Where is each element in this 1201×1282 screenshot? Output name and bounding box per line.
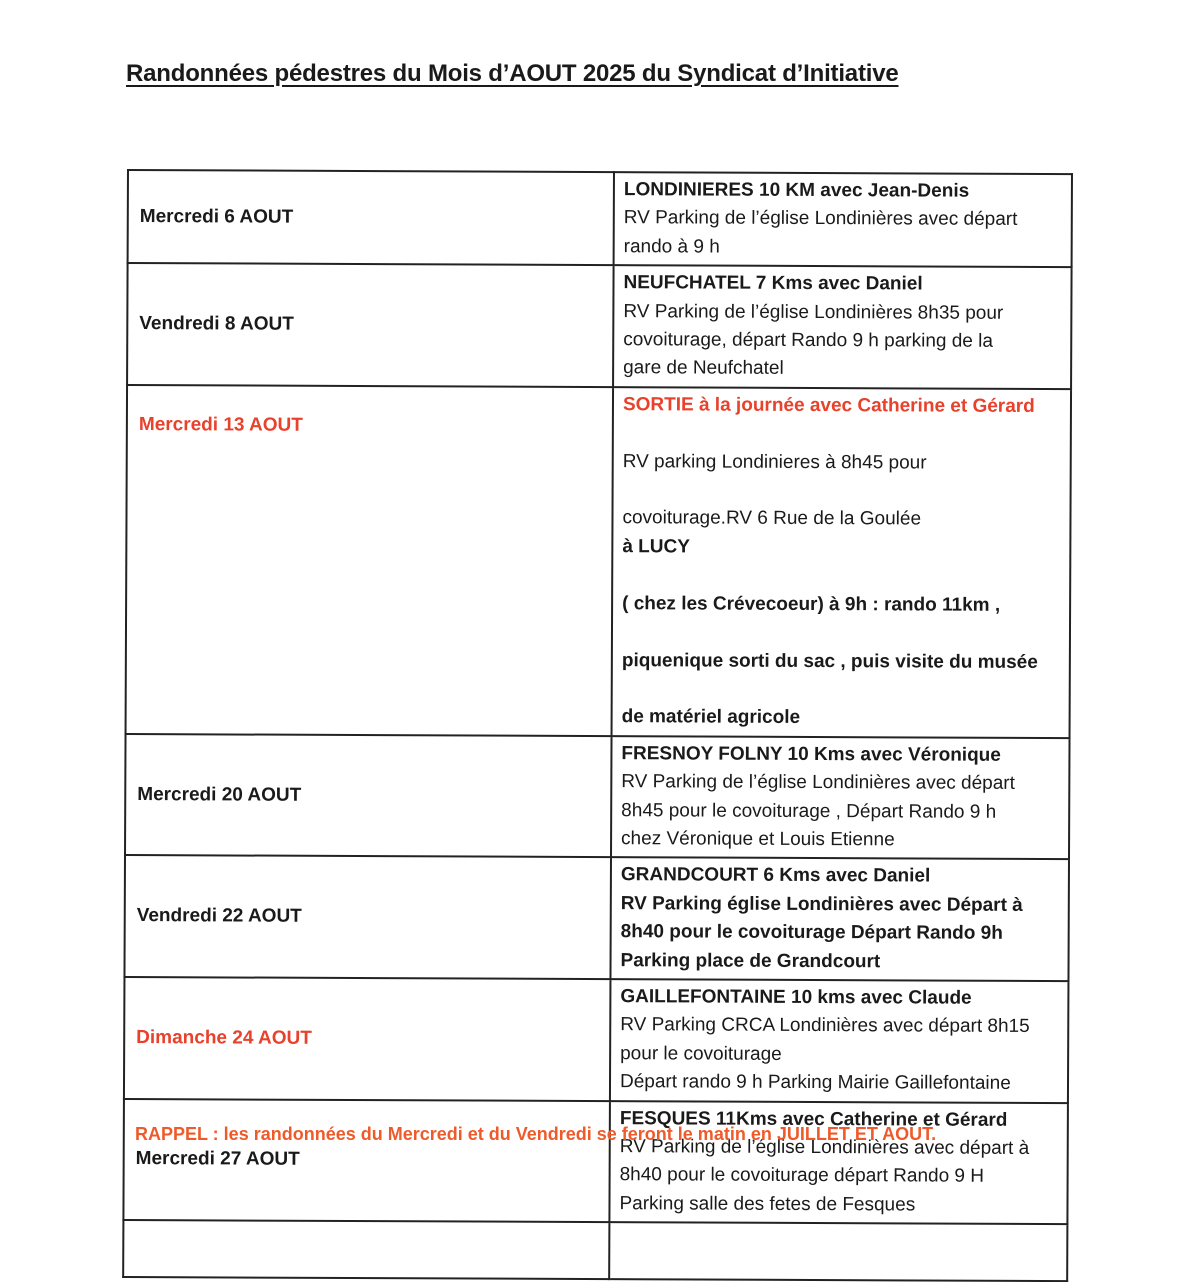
walk-details: RV Parking de l’église Londinières 8h35 pour covoiturage, départ Rando 9 h parking de la gare de Neufchatel: [623, 300, 1004, 380]
table-row-empty: [123, 1220, 1067, 1281]
date-cell: Mercredi 27 AOUT: [123, 1099, 610, 1223]
page-title: Randonnées pédestres du Mois d’AOUT 2025 du Syndicat d’Initiative: [126, 60, 899, 87]
table-row: [128, 170, 1072, 267]
empty-cell: [123, 1220, 609, 1279]
table-row: [127, 263, 1072, 389]
detail-cell: [609, 1101, 1068, 1225]
detail-line: ( chez les Crévecoeur) à 9h : rando 11km ,: [622, 592, 1001, 616]
table-row: [126, 385, 1072, 738]
detail-cell: [610, 979, 1069, 1103]
walk-heading: SORTIE à la journée avec Catherine et Gérard: [622, 394, 1035, 417]
walk-details: RV Parking de l’église Londinières avec départ à 8h40 pour le covoiturage départ Rando 9 H Parking salle des fetes de Fesques: [619, 1136, 1030, 1216]
walk-heading: FRESNOY FOLNY 10 Kms avec Véronique: [621, 742, 1001, 766]
date-cell: Dimanche 24 AOUT: [124, 977, 611, 1101]
date-cell: Mercredi 20 AOUT: [125, 734, 612, 858]
date-cell: Mercredi 6 AOUT: [128, 170, 614, 265]
detail-line: à LUCY: [622, 536, 690, 558]
detail-cell: [613, 265, 1072, 389]
walk-details: RV Parking de l’église Londinières avec départ 8h45 pour le covoiturage , Départ Rando 9 h chez Véronique et Louis Etienne: [621, 771, 1015, 851]
detail-line: RV parking Londinieres à 8h45 pour: [622, 450, 927, 474]
detail-line: covoiturage.RV 6 Rue de la Goulée: [622, 507, 922, 530]
detail-cell: [611, 736, 1070, 860]
reminder-note: RAPPEL : les randonnées du Mercredi et du Vendredi se feront le matin en JUILLET ET AOUT.: [135, 1124, 937, 1144]
detail-cell: [610, 857, 1069, 981]
walk-heading: FESQUES 11Kms avec Catherine et Gérard: [619, 1107, 1008, 1131]
date-cell: Mercredi 13 AOUT: [126, 385, 614, 736]
walk-details: RV Parking de l’église Londinières avec départ rando à 9 h: [623, 207, 1018, 258]
table-row: [124, 977, 1069, 1103]
walk-heading: GRANDCOURT 6 Kms avec Daniel: [620, 864, 931, 887]
walk-heading: GAILLEFONTAINE 10 kms avec Claude: [620, 986, 972, 1009]
detail-line: de matériel agricole: [621, 706, 801, 729]
table-row: [123, 1099, 1068, 1225]
detail-line: piquenique sorti du sac , puis visite du musée: [621, 649, 1038, 673]
table-row: [124, 855, 1069, 981]
walk-details: [622, 419, 1064, 733]
table-row: [125, 734, 1070, 860]
walk-heading: NEUFCHATEL 7 Kms avec Daniel: [623, 272, 923, 295]
date-cell: Vendredi 22 AOUT: [124, 855, 611, 979]
walk-details: RV Parking église Londinières avec Départ à 8h40 pour le covoiturage Départ Rando 9h Parking place de Grandcourt: [620, 892, 1023, 972]
walk-heading: LONDINIERES 10 KM avec Jean-Denis: [623, 179, 970, 202]
detail-cell: [614, 172, 1072, 267]
schedule-table: [122, 169, 1073, 1282]
detail-cell: [612, 387, 1072, 738]
date-cell: Vendredi 8 AOUT: [127, 263, 614, 387]
walk-details: RV Parking CRCA Londinières avec départ 8h15 pour le covoiturage Départ rando 9 h Parking Mairie Gaillefontaine: [619, 1014, 1030, 1095]
empty-cell: [609, 1222, 1067, 1281]
